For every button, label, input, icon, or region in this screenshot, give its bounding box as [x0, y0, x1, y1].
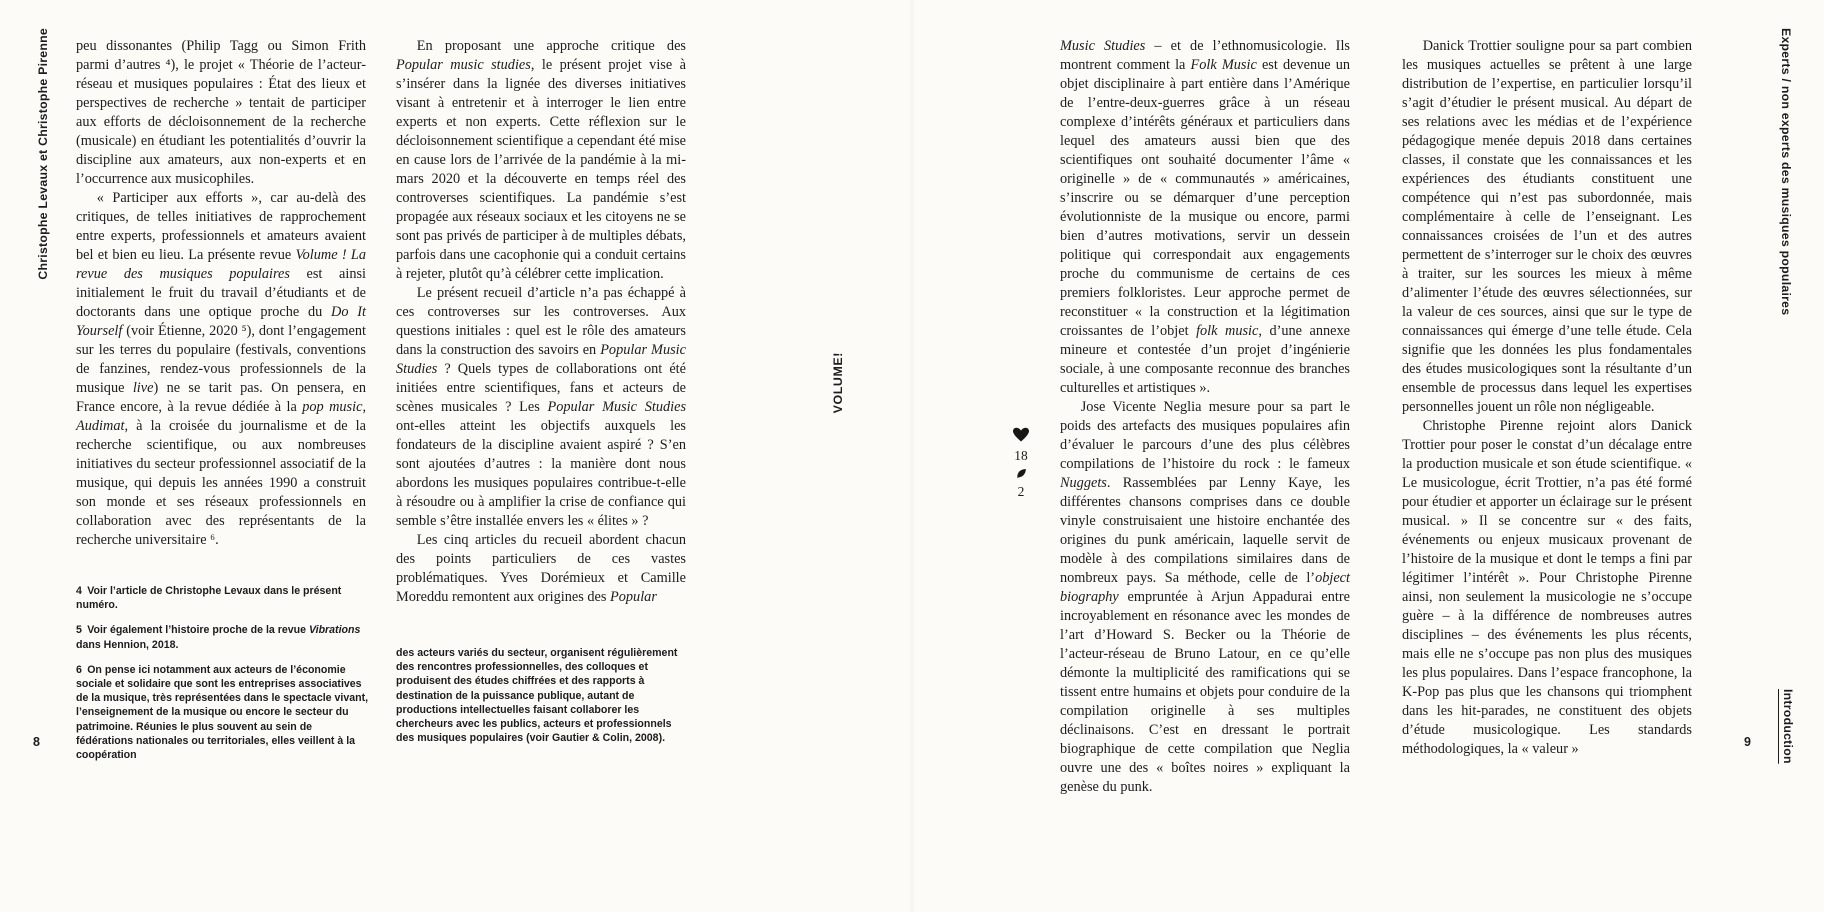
paragraph: Music Studies – et de l’ethnomusicologie. Ils montrent comment la Folk Music est devenue un objet disciplinaire à part entière dans l’Amérique de l’entre-deux-guerres grâce à un réseau complexe d’intérêts généraux et particuliers dans lequel des amateurs aussi bien que des scientifiques ont souhaité documenter l’âme « originelle » de « communautés » américaines, s’inscrire ou se démarquer d’une perception évolutionniste de la musique ou encore, parmi bien d’autres motivations, servir un dessein politique qui correspondait aux engagements proche du communisme de certains de ces premiers folkloristes. Leur approche permet de reconstituer « la construction et la légitimation croissantes de l’objet folk music, d’une annexe mineure et contestée d’un projet d’ingénierie sociale, à une composante reconnue des branches culturelles et artistiques ».: [1060, 38, 1351, 396]
heart-logo-icon: [1012, 427, 1030, 443]
author-margin-label: Christophe Levaux et Christophe Pirenne: [36, 28, 50, 280]
footnote: 5 Voir également l’histoire proche de la revue Vibrations dans Hennion, 2018.: [76, 624, 361, 651]
paragraph: « Participer aux efforts », car au-delà des critiques, de telles initiatives de rapprochement entre experts, professionnels et amateurs avaient bel et bien eu lieu. La présente revue Volume ! La revue des musiques populaires est ainsi initialement le fruit du travail d’étudiants et de doctorants dans une optique proche du Do It Yourself (voir Étienne, 2020 ⁵), dont l’engagement sur les terres du populaire (festivals, conventions de fanzines, rendez-vous professionnels de la musique live) ne se tarit pas. On pensera, en France encore, à la revue dédiée à la pop music, Audimat, à la croisée du journalisme et de la recherche scientifique, ou aux nombreuses initiatives du secteur professionnel associatif de la musique, qui depuis les années 1990 a construit son monde et ses réseaux professionnels en collaboration avec des représentants de la recherche universitaire ⁶.: [76, 190, 367, 548]
article-title-margin-label: Experts / non experts des musiques populaires: [1779, 28, 1793, 316]
right-page-column-2: [1402, 37, 1692, 759]
paragraph: En proposant une approche critique des Popular music studies, le présent projet vise à s’insérer dans la lignée des diverses initiatives visant à entretenir et à interroger le lien entre experts et non experts. Cette réflexion sur le décloisonnement scientifique a cependant été mise en cause lors de l’arrivée de la pandémie à la mi-mars 2020 et la découverte en temps réel des controverses scientifiques. La pandémie s’est propagée aux réseaux sociaux et les citoyens ne se sont pas privés de participer à de multiples débats, parfois dans une cacophonie qui a conduit certains à rejeter, plutôt qu’à célébrer cette implication.: [396, 38, 686, 282]
left-page-number: 8: [33, 735, 40, 749]
left-page-column-1: [76, 37, 366, 550]
right-page-number: 9: [1744, 735, 1751, 749]
left-page-column-2: [396, 37, 686, 607]
issue-logo-stack: [1003, 427, 1039, 499]
journal-title-vertical: VOLUME!: [831, 352, 845, 414]
paragraph: peu dissonantes (Philip Tagg ou Simon Frith parmi d’autres ⁴), le projet « Théorie de l’acteur-réseau et musiques populaires : État des lieux et perspectives de recherche » tentait de participer aux efforts de décloisonnement de la recherche (musicale) en étudiant les potentialités d’ouvrir la discipline aux amateurs, aux non-experts et en l’occurrence aux musicophiles.: [76, 38, 366, 187]
paragraph: Les cinq articles du recueil abordent chacun des points particuliers de ces vastes problématiques. Yves Dorémieux et Camille Moreddu remontent aux origines des Popular: [396, 532, 686, 605]
left-page-footnotes-column-2: [396, 646, 689, 756]
footnote-continuation: des acteurs variés du secteur, organisent régulièrement des rencontres professionnelles, des colloques et produisent des études chiffrées et des rapports à destination de la puissance publique, autant de productions intellectuelles faisant collaborer les chercheurs avec les publics, acteurs et professionnels des musiques populaires (voir Gautier & Colin, 2008).: [396, 647, 678, 745]
paragraph: Le présent recueil d’article n’a pas échappé à ces controverses sur les controverses. Aux questions initiales : quel est le rôle des amateurs dans la construction des savoirs en Popular Music Studies ? Quels types de collaborations ont été initiées entre scientifiques, fans et acteurs de scènes musicales ? Les Popular Music Studies ont-elles atteint les objectifs auxquels les fondateurs de la discipline avaient aspiré ? S’en sont ajoutées d’autres : la manière dont nous abordons les musiques populaires contribue-t-elle à résoudre ou à amplifier la crise de confiance qui semble s’être installée envers les « élites » ?: [396, 285, 687, 529]
right-page-column-1: [1060, 37, 1350, 797]
section-margin-label: Introduction: [1781, 689, 1795, 764]
paragraph: Jose Vicente Neglia mesure pour sa part le poids des artefacts des musiques populaires afin d’évaluer le parcours d’une des plus célèbres compilations de l’histoire du rock : le fameux Nuggets. Rassemblées par Lenny Kaye, les différentes chansons comprises dans ce double vinyle construisaient une histoire enchantée des origines du punk américain, laquelle servit de modèle à des compilations similaires dans de nombreux pays. Sa méthode, celle de l’object biography empruntée à Arjun Appadurai entre incroyablement en résonance avec les mondes de l’art d’Howard S. Becker ou la Théorie de l’acteur-réseau de Bruno Latour, en ce qu’elle démonte la multiplicité des ramifications qui se tissent entre humains et objets pour conduire de la compilation originelle à ses multiples déclinaisons. C’est en dressant le portrait biographique de cette compilation que Neglia ouvre une des « boîtes noires » expliquant la genèse du punk.: [1060, 399, 1350, 795]
leaf-icon: [1016, 468, 1027, 479]
footnote: 4 Voir l’article de Christophe Levaux dans le présent numéro.: [76, 585, 342, 612]
issue-volume-number: 18: [1014, 448, 1028, 463]
footnote: 6 On pense ici notamment aux acteurs de l’économie sociale et solidaire que sont les entreprises associatives de la musique, très représentées dans le spectacle vivant, l’enseignement de la musique ou encore le secteur du patrimoine. Réunies le plus souvent au sein de fédérations nationales ou territoriales, elles veillent à la coopération: [76, 663, 369, 762]
paragraph: Danick Trottier souligne pour sa part combien les musiques actuelles se prêtent à une large distribution de l’expertise, en particulier lorsqu’il s’agit d’étudier le présent musical. Au départ de ses relations avec les médias et de l’expérience pédagogique menée depuis 2018 dans certaines classes, il constate que les connaissances et les expériences des étudiants constituent une compétence qui n’est pas subordonnée, mais complémentaire à celle de l’enseignant. Les connaissances croisées de l’un et des autres permettent de s’interroger sur le choix des œuvres à traiter, sur les sources les mieux à même d’alimenter l’étude des œuvres sélectionnées, sur la valeur de ces sources, ainsi que sur le type de connaissances qui émerge d’une telle étude. Cela signifie que les données les plus fondamentales des études musicologiques sont la résultante d’un ensemble de processus dans lequel les expertises personnelles jouent un rôle non négligeable.: [1402, 38, 1692, 415]
issue-part-number: 2: [1017, 484, 1025, 499]
left-page-footnotes-column-1: [76, 584, 369, 773]
paragraph: Christophe Pirenne rejoint alors Danick Trottier pour poser le constat d’un décalage entre la production musicale et son étude scientifique. « Le musicologue, écrit Trottier, n’a pas été formé pour étudier et apporter un éclairage sur le présent musical. » Il se concentre sur « des faits, événements ou enjeux musicaux provenant de l’histoire de la musique et dont le temps a fini par légitimer l’intérêt ». Pour Christophe Pirenne ainsi, non seulement la musicologie ne s’occupe guère – à la différence de nombreuses autres disciplines – des événements les plus récents, mais elle ne s’occupe pas non plus des musiques les plus populaires. Dans l’espace francophone, la K-Pop pas plus que les chansons qui triomphent dans les hit-parades, ne constituent des objets d’étude musicologique. Les standards méthodologiques, la « valeur »: [1402, 418, 1692, 757]
